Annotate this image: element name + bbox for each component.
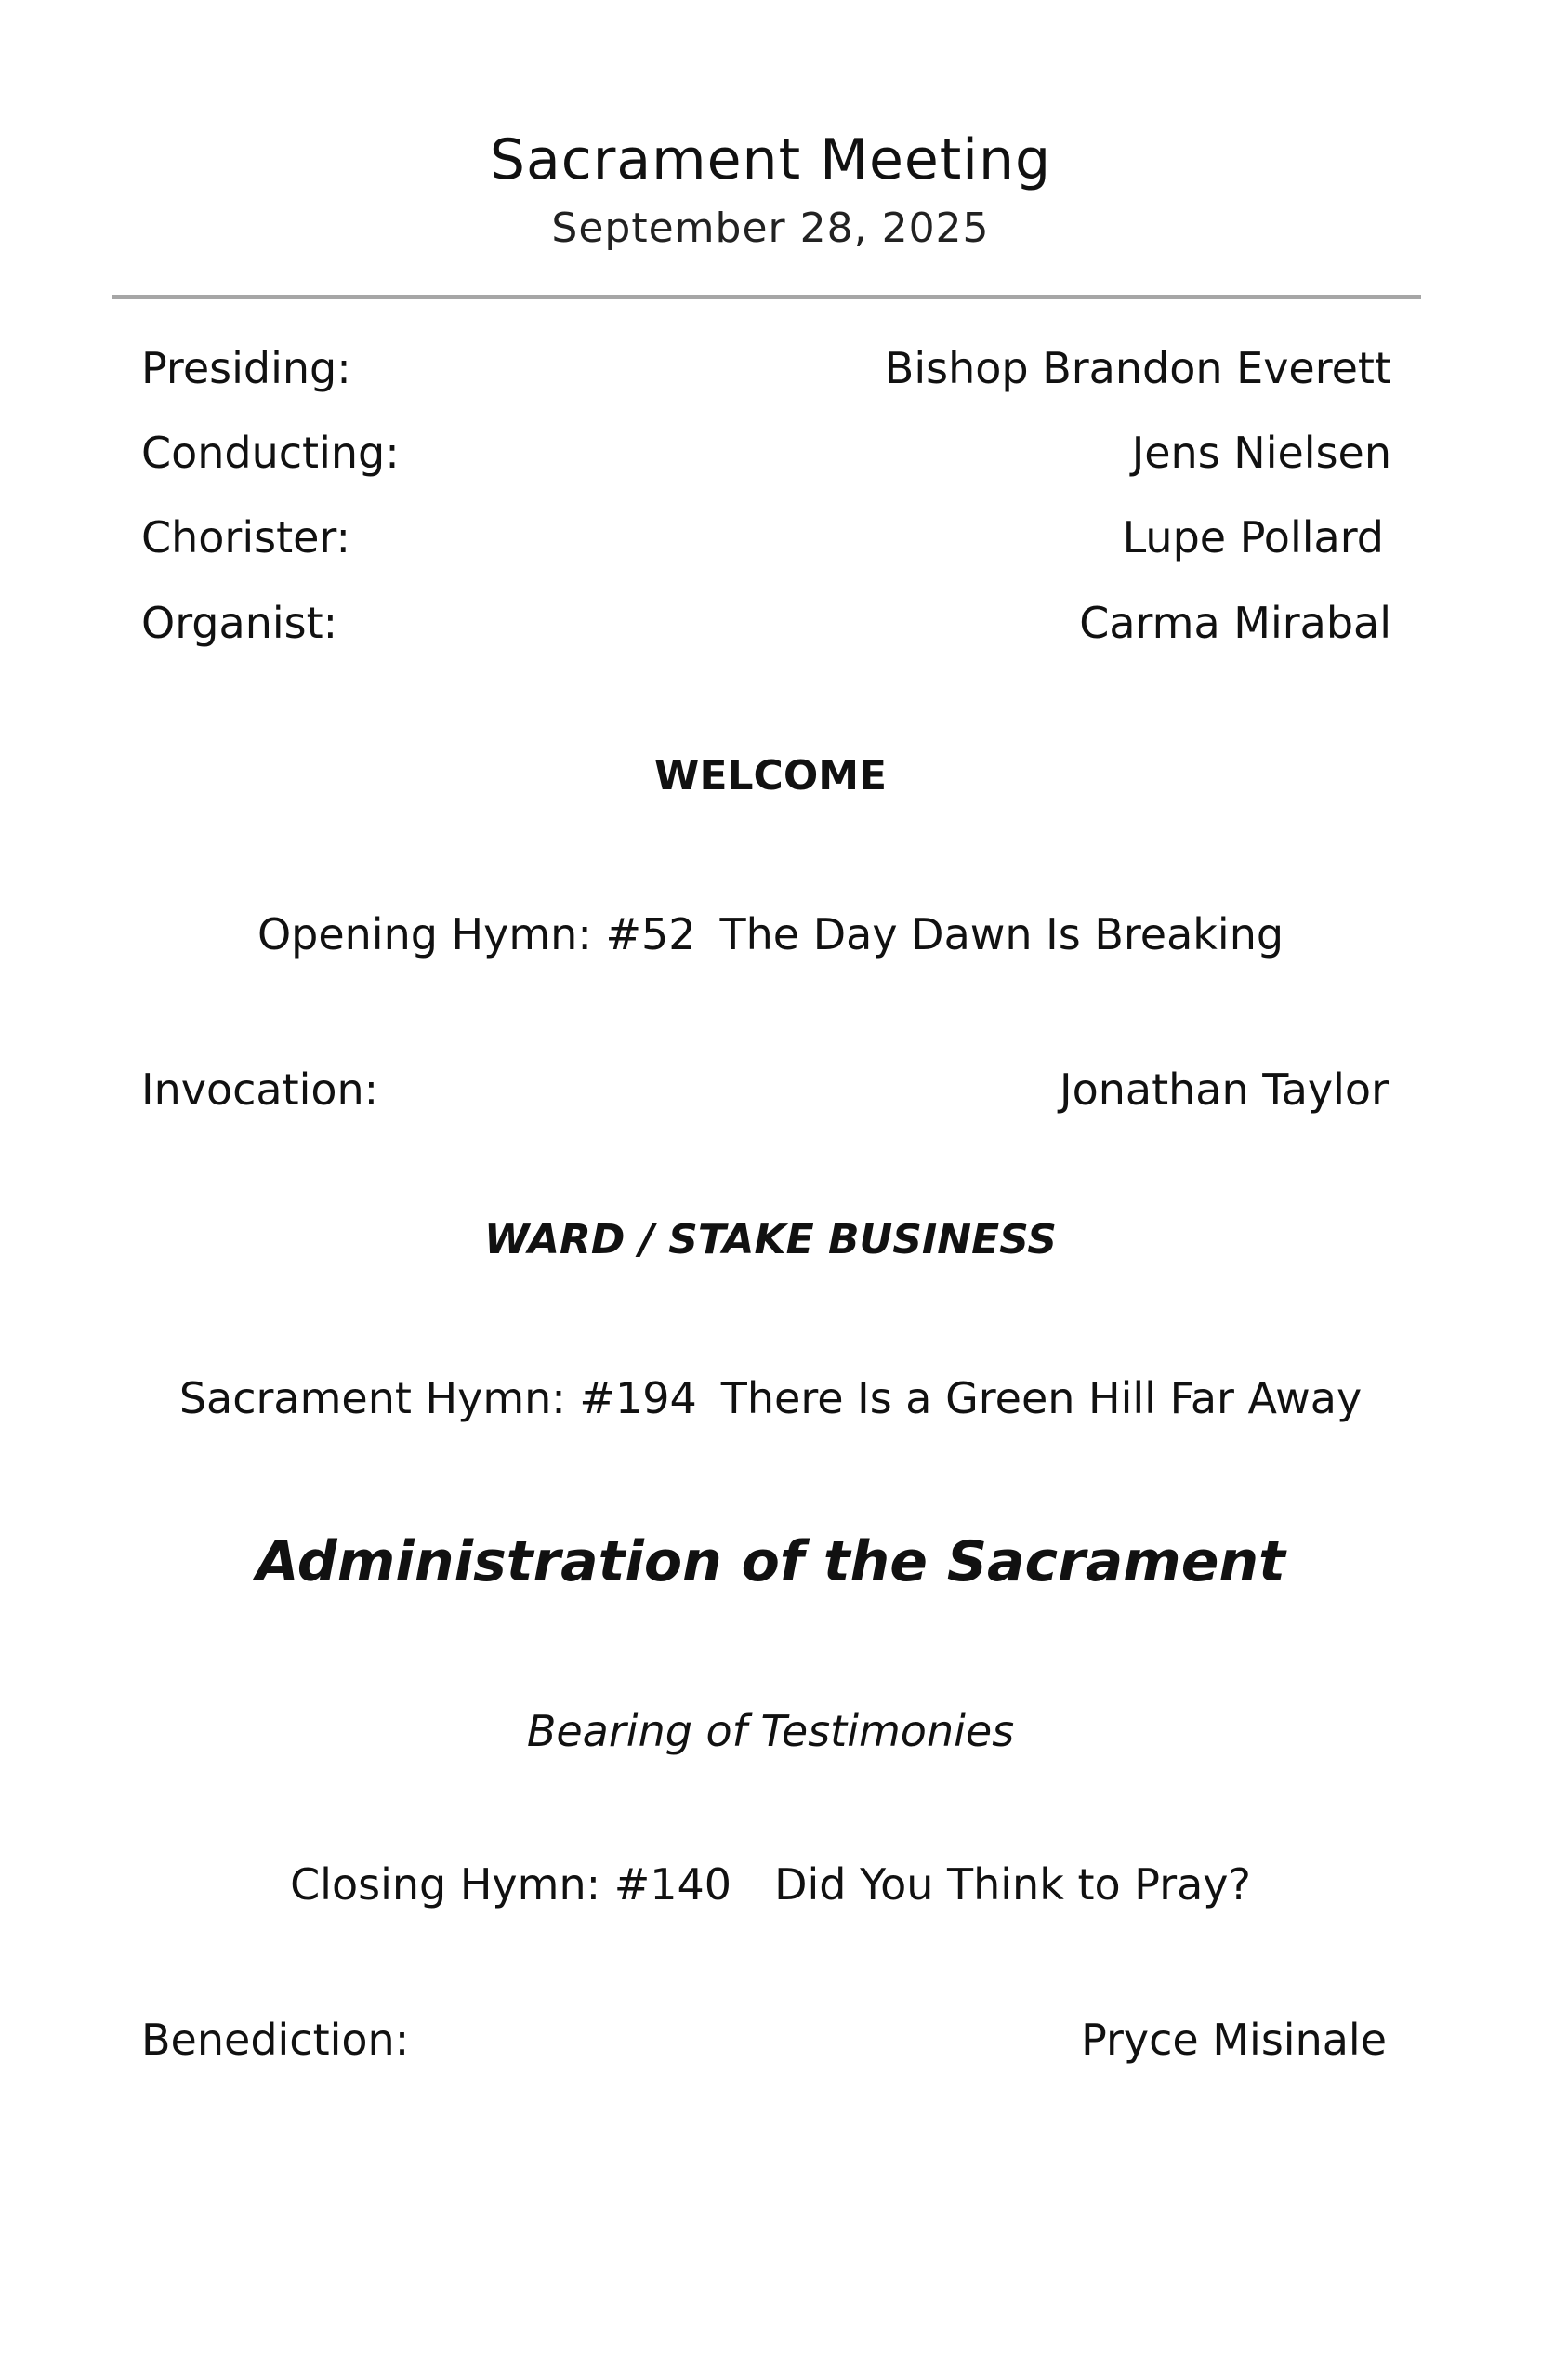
officer-name: Lupe Pollard bbox=[1122, 512, 1384, 562]
business-heading: WARD / STAKE BUSINESS bbox=[484, 1216, 1057, 1263]
officer-row-conducting bbox=[141, 425, 1391, 481]
sacrament-hymn bbox=[0, 1370, 1541, 1426]
header-divider bbox=[112, 295, 1421, 299]
sacrament-hymn-label: Sacrament Hymn: #194 bbox=[178, 1373, 697, 1423]
closing-hymn-label: Closing Hymn: #140 bbox=[290, 1859, 732, 1910]
officer-label: Chorister: bbox=[141, 512, 351, 562]
officer-name: Carma Mirabal bbox=[1079, 598, 1391, 648]
invocation-name: Jonathan Taylor bbox=[1060, 1064, 1389, 1115]
officer-row-chorister bbox=[141, 509, 1391, 565]
testimonies-heading: Bearing of Testimonies bbox=[526, 1706, 1015, 1756]
sacrament-hymn-title: There Is a Green Hill Far Away bbox=[720, 1373, 1363, 1423]
officer-name: Jens Nielsen bbox=[1131, 428, 1391, 478]
invocation-row bbox=[141, 1062, 1391, 1117]
closing-hymn bbox=[0, 1857, 1541, 1912]
opening-hymn bbox=[0, 906, 1541, 962]
opening-hymn-title: The Day Dawn Is Breaking bbox=[719, 909, 1284, 959]
benediction-name: Pryce Misinale bbox=[1081, 2015, 1387, 2065]
page-title: Sacrament Meeting bbox=[489, 127, 1052, 192]
meeting-date: September 28, 2025 bbox=[551, 205, 990, 252]
invocation-label: Invocation: bbox=[141, 1064, 379, 1115]
closing-hymn-title: Did You Think to Pray? bbox=[774, 1859, 1251, 1910]
benediction-label: Benediction: bbox=[141, 2015, 410, 2065]
officer-label: Presiding: bbox=[141, 343, 351, 393]
administration-heading: Administration of the Sacrament bbox=[256, 1529, 1285, 1594]
officer-row-organist bbox=[141, 595, 1391, 651]
officer-label: Conducting: bbox=[141, 428, 400, 478]
benediction-row bbox=[141, 2012, 1391, 2068]
opening-hymn-label: Opening Hymn: #52 bbox=[257, 909, 696, 959]
welcome-heading: WELCOME bbox=[653, 752, 888, 800]
officer-label: Organist: bbox=[141, 598, 338, 648]
officer-name: Bishop Brandon Everett bbox=[884, 343, 1391, 393]
officer-row-presiding bbox=[141, 340, 1391, 396]
